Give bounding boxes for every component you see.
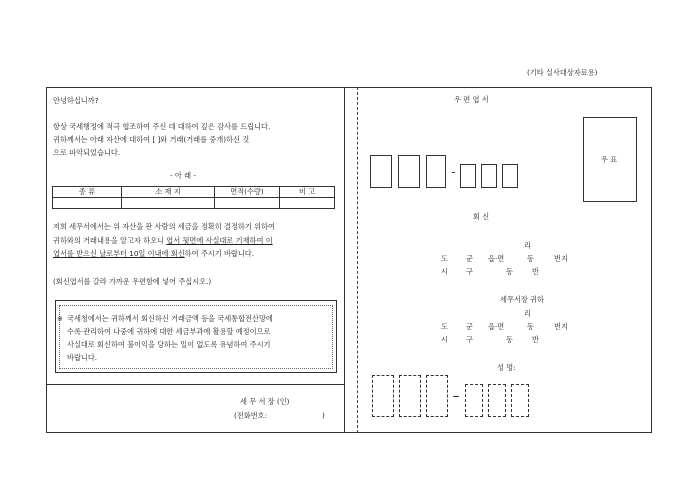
postal-code-box[interactable]: [370, 155, 392, 188]
cell-area[interactable]: [215, 198, 280, 209]
para2-line1: 저희 세무서에서는 위 자산을 판 사람의 세금을 정확히 결정하기 위하여: [53, 222, 275, 231]
sender-postal-code-box[interactable]: [488, 384, 506, 417]
sender-postal-code-box[interactable]: [465, 384, 483, 417]
para2-line2-text: 귀하와의 거래내용을 알고자 하오니: [53, 236, 167, 245]
address2-dong2: 동: [506, 335, 513, 344]
notice-box: [55, 300, 337, 373]
office-section-divider: [46, 384, 345, 385]
para3: (회신엽서를 갈라 가까운 우편함에 넣어 주십시오.): [53, 277, 212, 286]
left-panel-border: [344, 87, 345, 433]
sender-postal-code-dash: [453, 396, 459, 397]
address2-do: 도: [441, 322, 448, 331]
notice-line2: 수록·관리하여 나중에 귀하에 대한 세금부과에 활용할 예정이므로: [67, 327, 271, 336]
para2-line2: [53, 237, 273, 244]
address1-dong2: 동: [506, 267, 513, 276]
para2-tail: 하여 주시기 바랍니다.: [184, 249, 255, 258]
header-note: (기타 실사대상자료용): [527, 68, 598, 77]
sender-postal-code-box[interactable]: [372, 375, 394, 417]
notice-line3: 사실대로 회신하여 불이익을 당하는 일이 없도록 유념하여 주시기: [67, 340, 271, 349]
address1-gun: 군: [466, 254, 473, 263]
sender-postal-code-box[interactable]: [511, 384, 529, 417]
address2-gun: 군: [466, 322, 473, 331]
stamp-label: 우 표: [601, 155, 618, 164]
fold-divider: [357, 87, 358, 433]
address2-eup: 읍·면: [488, 322, 505, 331]
greeting: 안녕하십니까?: [53, 96, 99, 105]
asset-table: [52, 186, 335, 209]
notice-line4: 바랍니다.: [67, 353, 98, 362]
col-type: 종 류: [53, 187, 122, 198]
col-remarks: 비 고: [280, 187, 335, 198]
below-heading: - 아 래 -: [170, 171, 196, 180]
recipient: 세무서장 귀하: [500, 295, 544, 304]
postal-code-box[interactable]: [481, 164, 497, 188]
notice-mark: ※: [57, 314, 64, 323]
postal-code-box[interactable]: [426, 155, 446, 188]
para1-line3: 으로 파악되었습니다.: [53, 148, 121, 157]
col-location: 소 재 지: [122, 187, 215, 198]
col-area: 면적(수량): [215, 187, 280, 198]
para1-line2: 귀하께서는 아래 자산에 대하여 [ ]와 거래(거래를 중개)하신 것: [53, 135, 250, 144]
address1-si: 시: [441, 267, 448, 276]
address1-eup: 읍·면: [488, 254, 505, 263]
office-head: 세 무 서 장 (인): [240, 397, 290, 406]
address2-dong: 동: [527, 322, 534, 331]
postal-code-box[interactable]: [502, 164, 518, 188]
para2-underlined-1: 엽서 뒷면에 사실대로 기재하여 이: [166, 236, 273, 245]
cell-location[interactable]: [122, 198, 215, 209]
postal-code-dash: [452, 172, 455, 173]
table-row: [53, 198, 335, 209]
address1-dong: 동: [527, 254, 534, 263]
address2-ban: 반: [532, 335, 539, 344]
address1-bunji: 번지: [554, 254, 568, 263]
address1-ban: 반: [532, 267, 539, 276]
phone-label: (전화번호:: [234, 411, 267, 420]
address2-bunji: 번지: [554, 322, 568, 331]
para2-underlined-2: 엽서를 받으신 날로부터 10일 이내에 회신: [53, 249, 185, 258]
sender-postal-code-box[interactable]: [399, 375, 421, 417]
notice-line1: 국세청에서는 귀하께서 회신하신 거래금액 등을 국세통합전산망에: [67, 314, 273, 323]
address2-si: 시: [441, 335, 448, 344]
phone-close: ): [322, 411, 325, 420]
address1-do: 도: [441, 254, 448, 263]
postcard-title: 우 편 엽 서: [454, 95, 489, 104]
reply-label: 회 신: [473, 212, 490, 221]
table-header-row: [53, 187, 335, 198]
address1-gu: 구: [466, 267, 473, 276]
address2-ri: 리: [524, 309, 531, 318]
para1-line1: 항상 국세행정에 적극 협조하여 주신 데 대하여 깊은 감사를 드립니다.: [53, 122, 271, 131]
cell-remarks[interactable]: [280, 198, 335, 209]
postal-code-box[interactable]: [460, 164, 476, 188]
cell-type[interactable]: [53, 198, 122, 209]
sender-postal-code-box[interactable]: [426, 375, 448, 417]
postal-code-box[interactable]: [398, 155, 420, 188]
name-label: 성 명:: [497, 363, 516, 372]
address1-ri: 리: [524, 241, 531, 250]
address2-gu: 구: [466, 335, 473, 344]
para2-line3: [53, 250, 254, 257]
